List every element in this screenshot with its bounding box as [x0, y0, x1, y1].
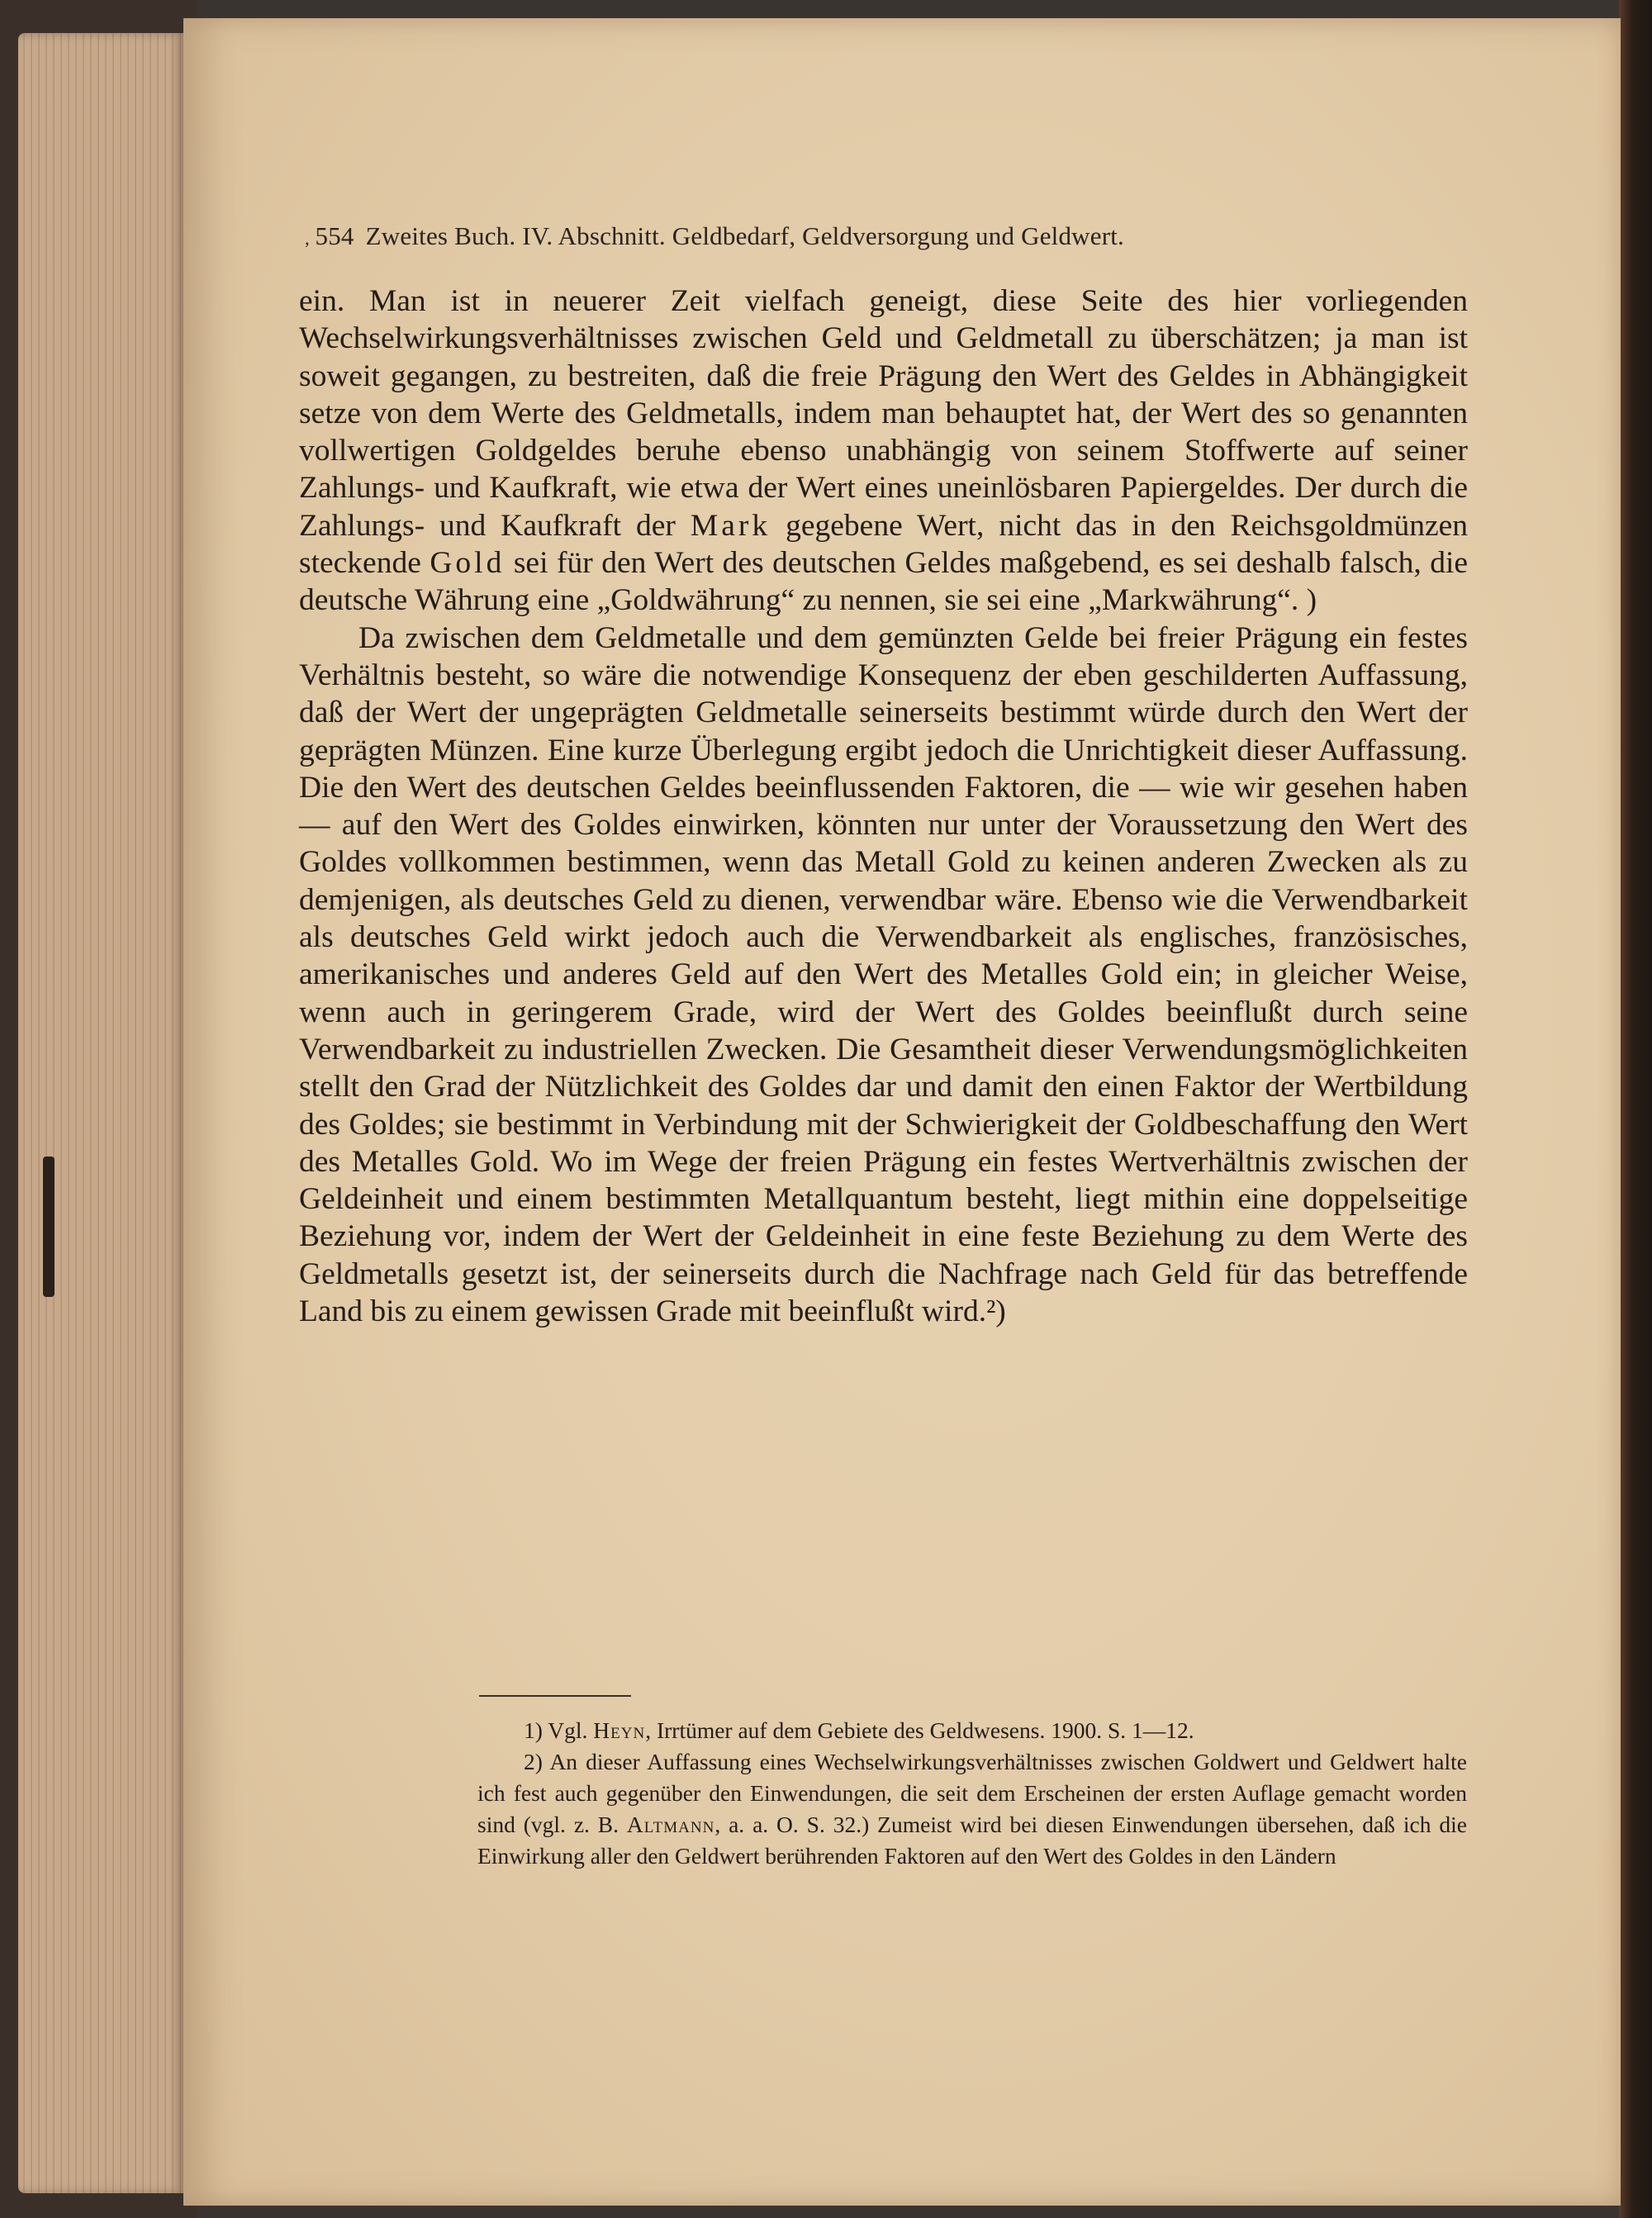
page-number: 554	[315, 221, 354, 250]
paragraph-1-text-b: gegebene Wert, nicht das in den Reichsgoldmünzen steckende	[299, 508, 1469, 581]
footnote-1-author: Heyn	[593, 1717, 646, 1743]
footnote-1-text-a: 1) Vgl.	[524, 1717, 588, 1743]
spaced-word-gold: Gold	[430, 546, 506, 581]
book-cover-edge	[1619, 0, 1652, 2218]
footnote-1	[477, 1715, 1467, 1746]
page-edge-stack	[18, 33, 183, 2193]
footnote-separator	[479, 1695, 631, 1697]
book-page-edges	[0, 0, 198, 2218]
paragraph-1-text-c: sei für den Wert des deutschen Geldes maßgebend, es sei deshalb falsch, die deutsche Währung eine „Goldwährung“ zu nennen, sie sei eine „Markwährung“. )	[299, 546, 1469, 618]
paragraph-1-text-a: ein. Man ist in neuerer Zeit vielfach geneigt, diese Seite des hier vorliegenden Wechselwirkungsverhältnisses zwischen Geld und Geldmetall zu überschätzen; ja man ist soweit gegangen, zu bestreiten, daß die freie Prägung den Wert des Geldes in Abhängigkeit setze von dem Werte des Geldmetalls, indem man behauptet hat, der Wert des so genannten vollwertigen Goldgeldes beruhe ebenso unabhängig von seinem Stoffwerte auf seiner Zahlungs- und Kaufkraft, wie etwa der Wert eines uneinlösbaren Papiergeldes. Der durch die Zahlungs- und Kaufkraft der	[299, 284, 1468, 543]
footnote-2-text-a: 2) An dieser Auffassung eines Wechselwirkungsverhältnisses zwischen Goldwert und Geldwert halte ich fest auch gegenüber den Einwendungen, die seit dem Erscheinen der ersten Auflage gemacht worden sind (vgl. z. B.	[477, 1749, 1467, 1837]
footnote-2-text-b: , a. a. O. S. 32.) Zumeist wird bei diesen Einwendungen übersehen, daß ich die Einwirkung aller den Geldwert berührenden Faktoren auf den Wert des Goldes in den Ländern	[477, 1812, 1467, 1869]
running-header	[304, 221, 1460, 251]
spaced-word-mark: Mark	[690, 508, 771, 543]
bookmark-tab	[43, 1156, 55, 1297]
margin-mark: ‚	[304, 228, 311, 249]
footnote-2-author: Altmann	[626, 1812, 715, 1837]
running-title: Zweites Buch. IV. Abschnitt. Geldbedarf, Geldversorgung und Geldwert.	[365, 221, 1124, 250]
main-text	[299, 283, 1468, 1330]
footnote-1-text-b: , Irrtümer auf dem Gebiete des Geldwesens. 1900. S. 1—12.	[645, 1717, 1194, 1743]
footnote-2	[477, 1746, 1467, 1872]
footnotes	[477, 1715, 1467, 1872]
paragraph-1	[299, 283, 1468, 620]
paragraph-2: Da zwischen dem Geldmetalle und dem gemünzten Gelde bei freier Prägung ein festes Verhältnis besteht, so wäre die notwendige Konsequenz der eben geschilderten Auffassung, daß der Wert der ungeprägten Geldmetalle seinerseits bestimmt würde durch den Wert der geprägten Münzen. Eine kurze Überlegung ergibt jedoch die Unrichtigkeit dieser Auffassung. Die den Wert des deutschen Geldes beeinflussenden Faktoren, die — wie wir gesehen haben — auf den Wert des Goldes einwirken, könnten nur unter der Voraussetzung den Wert des Goldes vollkommen bestimmen, wenn das Metall Gold zu keinen anderen Zwecken als zu demjenigen, als deutsches Geld zu dienen, verwendbar wäre. Ebenso wie die Verwendbarkeit als deutsches Geld wirkt jedoch auch die Verwendbarkeit als englisches, französisches, amerikanisches und anderes Geld auf den Wert des Metalles Gold ein; in gleicher Weise, wenn auch in geringerem Grade, wird der Wert des Goldes beeinflußt durch seine Verwendbarkeit zu industriellen Zwecken. Die Gesamtheit dieser Verwendungsmöglichkeiten stellt den Grad der Nützlichkeit des Goldes dar und damit den einen Faktor der Wertbildung des Goldes; sie bestimmt in Verbindung mit der Schwierigkeit der Goldbeschaffung den Wert des Metalles Gold. Wo im Wege der freien Prägung ein festes Wertverhältnis zwischen der Geldeinheit und einem bestimmten Metallquantum besteht, liegt mithin eine doppelseitige Beziehung vor, indem der Wert der Geldeinheit in eine feste Beziehung zu dem Werte des Geldmetalls gesetzt ist, der seinerseits durch die Nachfrage nach Geld für das betreffende Land bis zu einem gewissen Grade mit beeinflußt wird.²)	[299, 620, 1468, 1329]
